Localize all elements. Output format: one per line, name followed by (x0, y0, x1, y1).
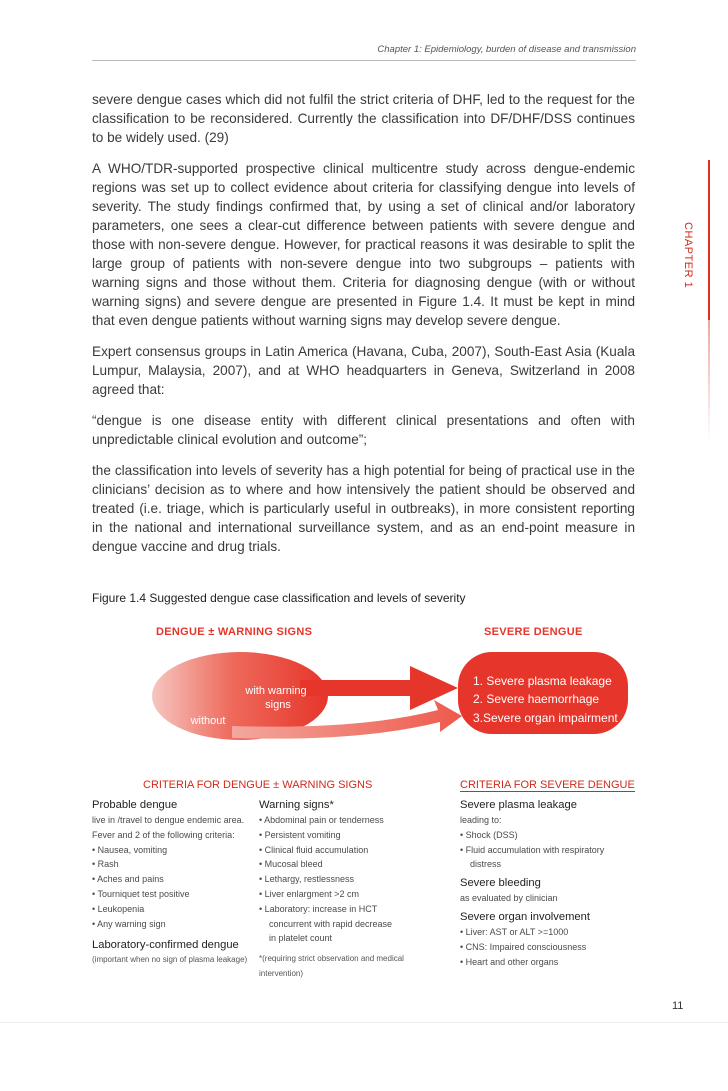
warning-signs-column (259, 797, 424, 982)
criteria-line: • Persistent vomiting (259, 829, 341, 840)
page-bottom-rule (0, 1022, 728, 1023)
severe-leakage-title: Severe plasma leakage (460, 799, 577, 811)
probable-dengue-title: Probable dengue (92, 799, 178, 811)
criteria-line: concurrent with rapid decrease (269, 918, 393, 929)
criteria-line: • Abdominal pain or tenderness (259, 815, 384, 825)
criteria-heading-dengue: CRITERIA FOR DENGUE ± WARNING SIGNS (143, 779, 373, 791)
paragraph: “dengue is one disease entity with different clinical presentations and often with unpredictable clinical evolution and outcome”; (92, 413, 635, 447)
criteria-line: • Heart and other organs (460, 956, 559, 967)
severe-item: 2. Severe haemorrhage (473, 692, 600, 706)
paragraph: severe dengue cases which did not fulfil the strict criteria of DHF, led to the request for the classification to be reconsidered. Currently the classification into DF/DHF/DSS continues to be widely used. (29) (92, 92, 635, 145)
header-rule (92, 60, 636, 61)
warning-note: *(requiring strict observation and medical (259, 954, 404, 964)
paragraph: Expert consensus groups in Latin America (Havana, Cuba, 2007), South-East Asia (Kuala Lumpur, Malaysia, 2007), and at WHO headquarters in Geneva, Switzerland in 2008 agreed that: (92, 344, 635, 397)
criteria-line: • Any warning sign (92, 918, 166, 929)
body-text (92, 90, 635, 568)
severe-organ-title: Severe organ involvement (460, 910, 590, 923)
criteria-line: • Clinical fluid accumulation (259, 844, 369, 855)
criteria-line: • Aches and pains (92, 874, 164, 885)
criteria-line: in platelet count (269, 933, 333, 944)
criteria-line: leading to: (460, 815, 502, 825)
criteria-heading-severe: CRITERIA FOR SEVERE DENGUE (460, 779, 635, 791)
side-tab-bar (708, 160, 710, 320)
figure-heading-dengue: DENGUE ± WARNING SIGNS (156, 626, 313, 638)
paragraph: the classification into levels of severity has a high potential for being of practical use in the clinicians’ decision as to where and how intensively the patient should be observed and treated (i.e. triage, which is particularly useful in outbreaks), in more consistent reporting in the national and international surveillance system, and as an end-point measure in dengue vaccine and drug trials. (92, 463, 635, 554)
criteria-line: • Fluid accumulation with respiratory (460, 844, 605, 855)
lab-confirmed-title: Laboratory-confirmed dengue (92, 939, 239, 952)
lab-confirmed-note: (important when no sign of plasma leakage) (92, 955, 248, 965)
criteria-line: • Rash (92, 859, 119, 870)
criteria-line: • Leukopenia (92, 903, 145, 914)
without-label: without (190, 715, 226, 727)
criteria-line: • Liver enlargment >2 cm (259, 888, 359, 899)
criteria-line: live in /travel to dengue endemic area. (92, 815, 245, 825)
warning-signs-title: Warning signs* (259, 799, 334, 811)
criteria-line: • Shock (DSS) (460, 829, 518, 840)
severe-criteria-column (460, 797, 640, 969)
criteria-line: • Tourniquet test positive (92, 888, 190, 899)
figure-caption: Figure 1.4 Suggested dengue case classification and levels of severity (92, 591, 466, 605)
severe-item: 1. Severe plasma leakage (473, 674, 612, 688)
paragraph: A WHO/TDR-supported prospective clinical multicentre study across dengue-endemic regions was set up to collect evidence about criteria for classifying dengue into levels of severity. The study findings confirmed that, by using a set of clinical and/or laboratory parameters, one sees a clear-cut difference between patients with severe dengue and those with non-severe dengue. However, for practical reasons it was desirable to split the large group of patients with non-severe dengue into two subgroups – patients with warning signs and those without them. Criteria for diagnosing dengue (with or without warning signs) and severe dengue are presented in Figure 1.4. It must be kept in mind that even dengue patients without warning signs may develop severe dengue. (92, 161, 635, 328)
criteria-line: • Lethargy, restlessness (259, 874, 355, 885)
criteria-line: • Mucosal bleed (259, 859, 323, 870)
criteria-line: Fever and 2 of the following criteria: (92, 829, 235, 840)
severe-bleeding-title: Severe bleeding (460, 877, 541, 890)
criteria-line: • CNS: Impaired consciousness (460, 941, 587, 952)
with-warning-label-1: with warning (245, 685, 307, 697)
with-warning-label-2: signs (265, 699, 291, 711)
criteria-line: • Nausea, vomiting (92, 844, 168, 855)
probable-dengue-column (92, 797, 262, 968)
criteria-line: as evaluated by clinician (460, 893, 558, 904)
criteria-line: • Laboratory: increase in HCT (259, 903, 378, 914)
severe-item: 3.Severe organ impairment (473, 711, 618, 725)
criteria-line: • Liver: AST or ALT >=1000 (460, 926, 569, 937)
page-number: 11 (672, 1000, 684, 1012)
classification-diagram (0, 640, 728, 752)
warning-note: intervention) (259, 968, 304, 978)
criteria-line: distress (470, 859, 502, 870)
side-tab-fade (708, 320, 710, 440)
side-tab-label: CHAPTER 1 (682, 222, 694, 289)
chapter-side-tab (680, 160, 710, 320)
running-head: Chapter 1: Epidemiology, burden of disease and transmission (377, 44, 636, 55)
figure-heading-severe: SEVERE DENGUE (484, 626, 583, 638)
